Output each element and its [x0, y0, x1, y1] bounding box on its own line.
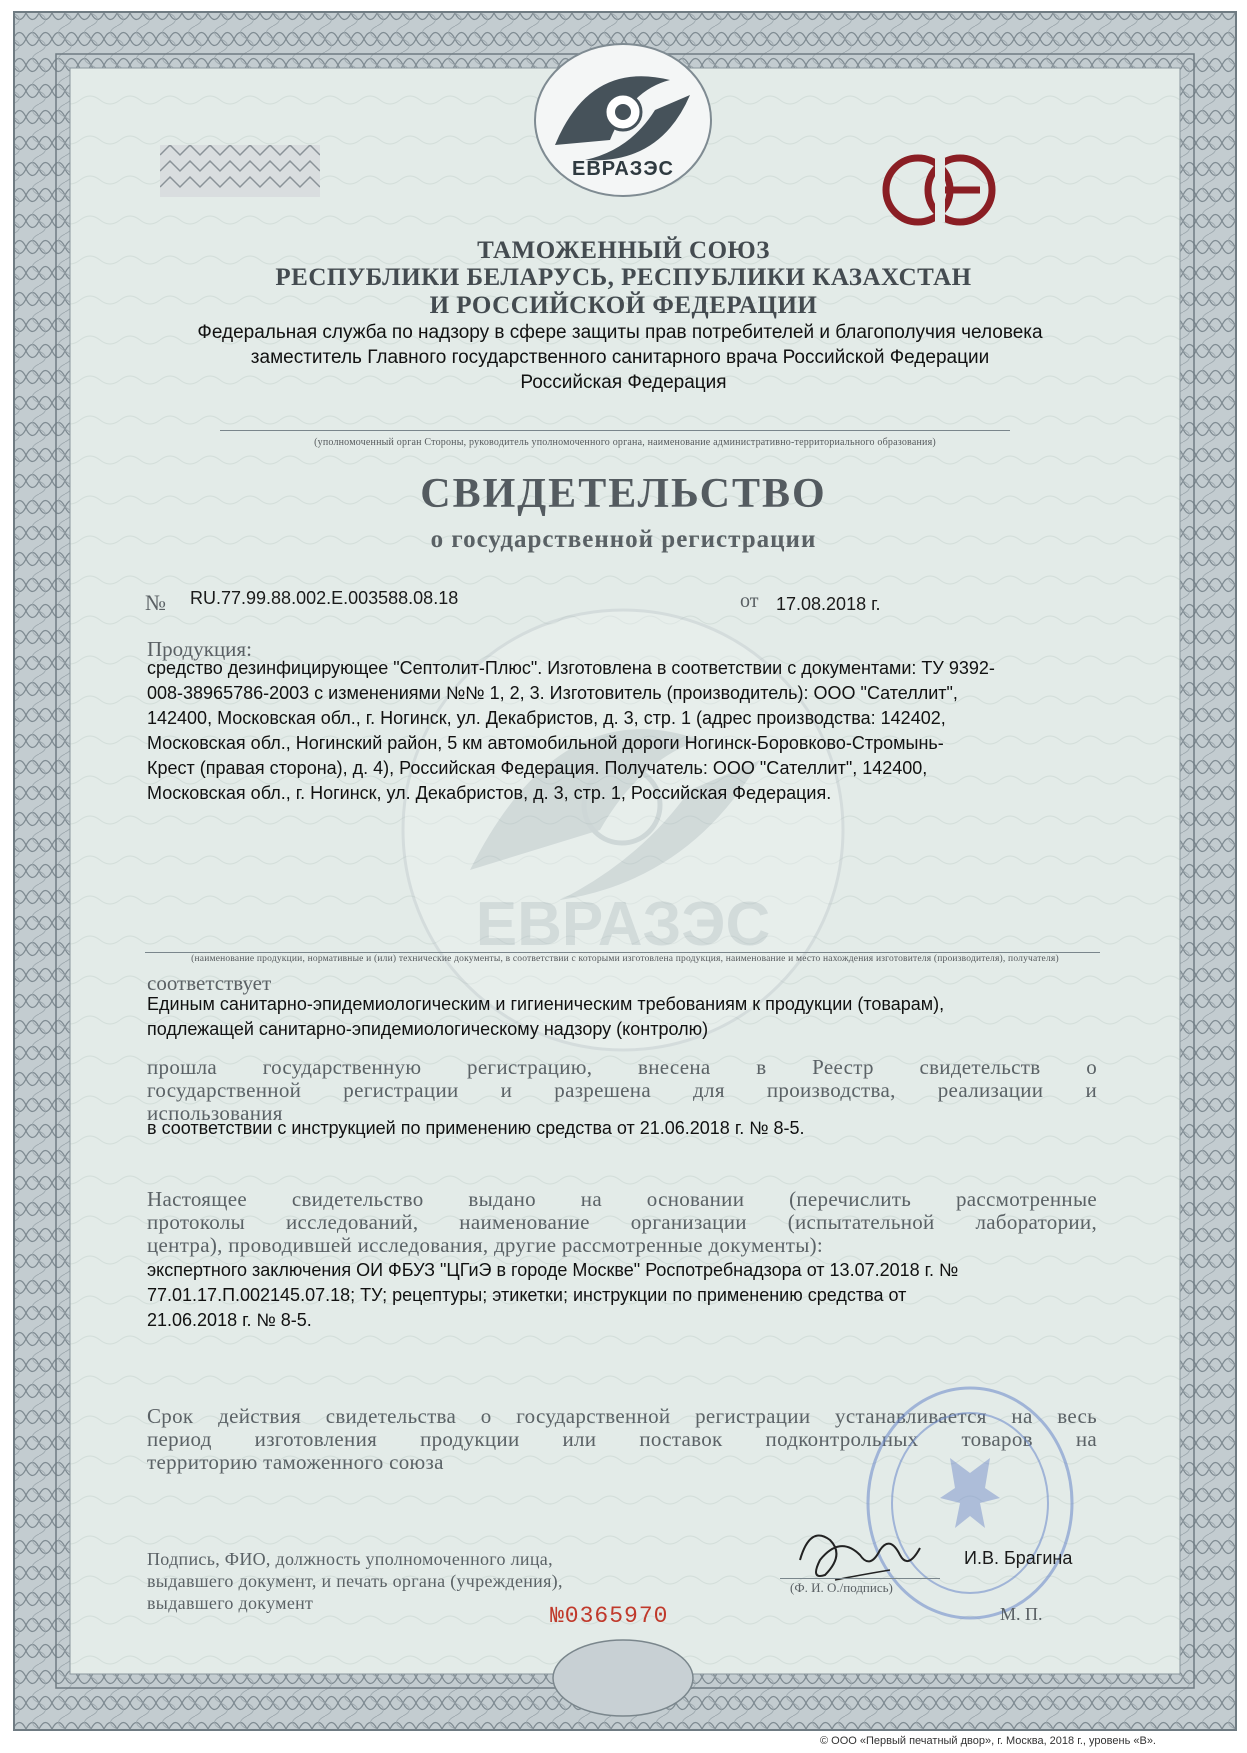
basis-line: центра), проводившей исследования, другие рассмотренные документы):: [147, 1233, 824, 1257]
registration-date: 17.08.2018 г.: [776, 594, 881, 614]
svg-text:ЕВРАЗЭС: ЕВРАЗЭС: [475, 890, 771, 959]
conformity-line: подлежащей санитарно-эпидемиологическому надзору (контролю): [147, 1019, 709, 1039]
header-line-1: ТАМОЖЕННЫЙ СОЮЗ: [477, 237, 770, 264]
registered-line: прошла государственную регистрацию, внесена в Реестр свидетельств о: [147, 1055, 1097, 1079]
registered-line: использования: [147, 1101, 283, 1125]
basis-fill-line: 21.06.2018 г. № 8-5.: [147, 1310, 312, 1330]
signature-caption: (Ф. И. О./подпись): [790, 1580, 893, 1595]
product-caption: (наименование продукции, нормативные и (или) технические документы, в соответствии с которыми изготовлена продукция, наименование и место нахождения изготовителя (производителя), получателя): [191, 954, 1059, 964]
basis-line: протоколы исследований, наименование организации (испытательной лаборатории,: [147, 1210, 1097, 1234]
signatory-name: И.В. Брагина: [964, 1548, 1073, 1568]
serial-number: №0365970: [550, 1603, 669, 1629]
official-stamp: [860, 1378, 1080, 1628]
date-label: от: [740, 590, 759, 612]
basis-line: Настоящее свидетельство выдано на основании (перечислить рассмотренные: [147, 1187, 1097, 1211]
basis-fill-line: 77.01.17.П.002145.07.18; ТУ; рецептуры; этикетки; инструкции по применению средства от: [147, 1285, 907, 1305]
authority-caption: (уполномоченный орган Стороны, руководитель уполномоченного органа, наименование административно-территориального образования): [314, 437, 936, 448]
basis-fill-line: экспертного заключения ОИ ФБУЗ "ЦГиЭ в городе Москве" Роспотребнадзора от 13.07.2018 г. №: [147, 1260, 959, 1280]
basis-fill: [147, 1258, 1137, 1333]
authority-line-3: Российская Федерация: [520, 372, 727, 393]
divider: [220, 430, 1010, 431]
instruction-line: выдавшего документ: [147, 1593, 314, 1613]
authority-line-2: заместитель Главного государственного санитарного врача Российской Федерации: [250, 347, 990, 368]
authority-line-1: Федеральная служба по надзору в сфере защиты прав потребителей и благополучия человека: [197, 322, 1043, 343]
registered-line: государственной регистрации и разрешена для производства, реализации и: [147, 1078, 1097, 1102]
eurasec-emblem: [530, 40, 716, 200]
header-line-3: И РОССИЙСКОЙ ФЕДЕРАЦИИ: [429, 292, 818, 319]
conformity-line: Единым санитарно-эпидемиологическим и гигиеническим требованиям к продукции (товарам),: [147, 994, 945, 1014]
stamp-place: М. П.: [1000, 1604, 1043, 1624]
registered-statement: [147, 1056, 1097, 1125]
certificate-subtitle: о государственной регистрации: [430, 526, 817, 553]
validity-line: территорию таможенного союза: [147, 1450, 444, 1474]
printer-imprint: © ООО «Первый печатный двор», г. Москва, 2018 г., уровень «В».: [820, 1735, 1156, 1747]
instruction-line: Подпись, ФИО, должность уполномоченного лица,: [147, 1549, 553, 1569]
hologram-pattern: [160, 145, 320, 197]
registration-number: RU.77.99.88.002.Е.003588.08.18: [190, 588, 459, 608]
product-line: 142400, Московская обл., г. Ногинск, ул. Декабристов, д. 3, стр. 1 (адрес производства: 142402,: [147, 708, 946, 728]
signature-instruction: [147, 1548, 563, 1614]
product-line: Московская обл., Ногинский район, 5 км автомобильной дороги Ногинск-Боровково-Стромынь-: [147, 733, 944, 753]
validity-line: период изготовления продукции или поставок подконтрольных товаров на: [147, 1427, 1097, 1451]
conformity-label: соответствует: [147, 971, 272, 995]
product-line: Крест (правая сторона), д. 4), Российская Федерация. Получатель: ООО "Сателлит", 142400,: [147, 758, 928, 778]
product-description: [147, 656, 1147, 806]
certificate-title: СВИДЕТЕЛЬСТВО: [420, 471, 827, 517]
divider: [145, 952, 1100, 953]
product-line: 008-38965786-2003 с изменениями №№ 1, 2, 3. Изготовитель (производитель): ООО "Сателлит",: [147, 683, 958, 703]
instruction-line: выдавшего документ, и печать органа (учреждения),: [147, 1571, 563, 1591]
header-line-2: РЕСПУБЛИКИ БЕЛАРУСЬ, РЕСПУБЛИКИ КАЗАХСТАН: [275, 264, 972, 291]
product-line: Московская обл., г. Ногинск, ул. Декабристов, д. 3, стр. 1, Российская Федерация.: [147, 783, 832, 803]
conformity-mark-icon: [880, 150, 1000, 230]
product-line: средство дезинфицирующее "Септолит-Плюс". Изготовлена в соответствии с документами: ТУ 9392-: [147, 658, 995, 678]
basis-statement: [147, 1188, 1097, 1257]
conformity-text: [147, 992, 1127, 1042]
divider: [780, 1578, 940, 1579]
number-label: №: [145, 590, 166, 615]
product-label: Продукция:: [147, 637, 252, 661]
emblem-text: ЕВРАЗЭС: [571, 158, 674, 180]
validity-line: Срок действия свидетельства о государственной регистрации устанавливается на весь: [147, 1404, 1097, 1428]
registered-fill: в соответствии с инструкцией по применению средства от 21.06.2018 г. № 8-5.: [147, 1118, 805, 1138]
